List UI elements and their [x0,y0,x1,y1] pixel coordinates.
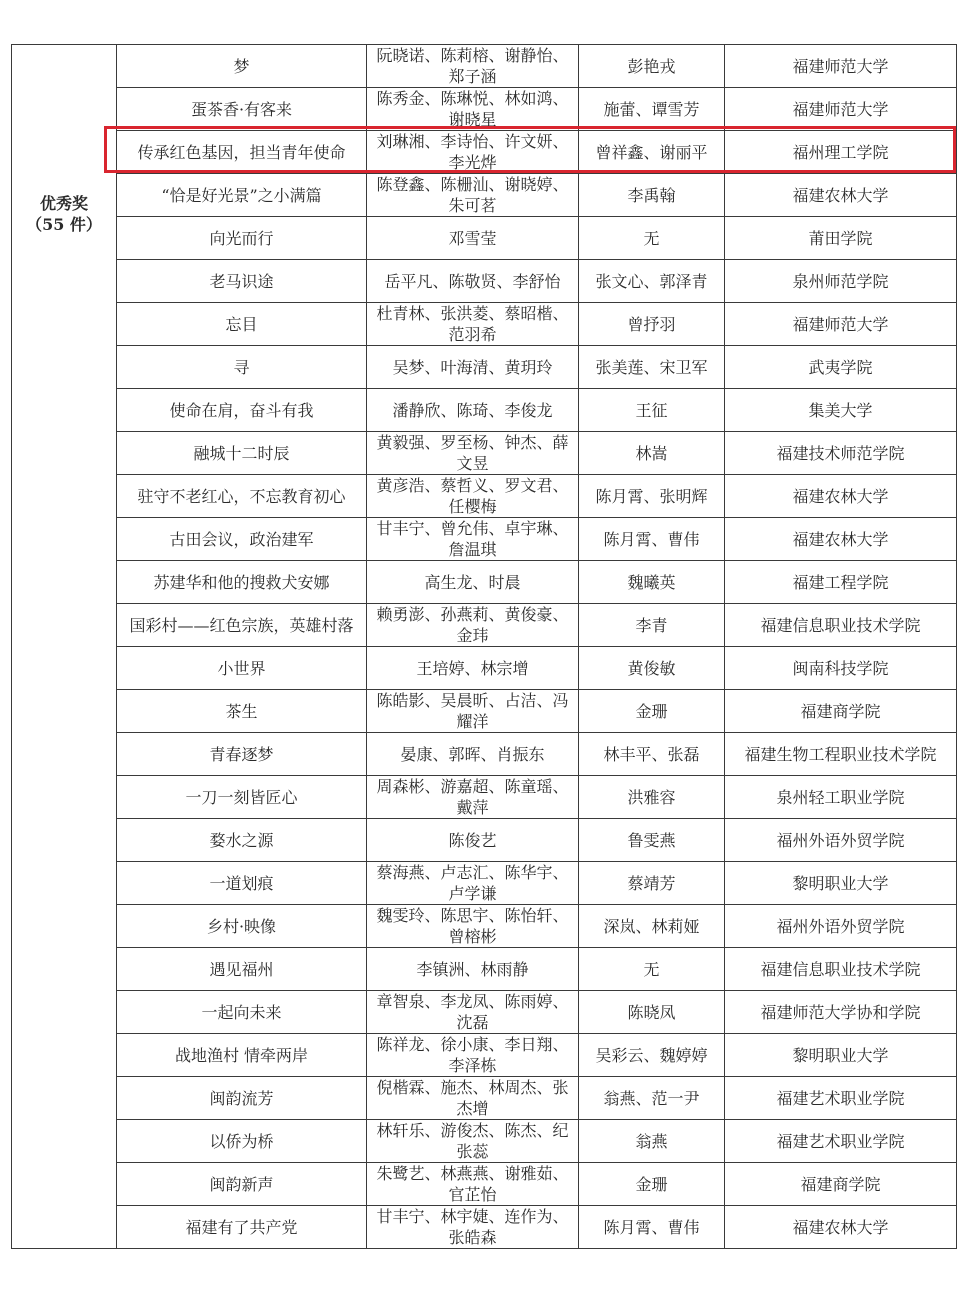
cell-title: 一道划痕 [117,862,367,905]
cell-advisors: 魏曦英 [579,561,725,604]
cell-advisors: 深岚、林莉娅 [579,905,725,948]
cell-authors: 蔡海燕、卢志汇、陈华宇、卢学谦 [367,862,579,905]
cell-school: 福建师范大学协和学院 [725,991,957,1034]
cell-title: 青春逐梦 [117,733,367,776]
table-row [12,217,957,260]
cell-title: 古田会议，政治建军 [117,518,367,561]
cell-authors: 陈俊艺 [367,819,579,862]
table-row [12,905,957,948]
cell-title: 老马识途 [117,260,367,303]
cell-school: 福州外语外贸学院 [725,819,957,862]
cell-school: 福建技术师范学院 [725,432,957,475]
cell-advisors: 蔡靖芳 [579,862,725,905]
cell-advisors: 彭艳戎 [579,45,725,88]
cell-school: 福建信息职业技术学院 [725,948,957,991]
cell-authors: 陈祥龙、徐小康、李日翔、李泽栋 [367,1034,579,1077]
cell-advisors: 陈晓凤 [579,991,725,1034]
cell-school: 福建商学院 [725,690,957,733]
table-row [12,948,957,991]
cell-authors: 陈登鑫、陈栅汕、谢晓婷、朱可茗 [367,174,579,217]
table-row [12,561,957,604]
cell-title: 梦 [117,45,367,88]
cell-title: 小世界 [117,647,367,690]
table-row [12,1206,957,1249]
cell-school: 福建师范大学 [725,303,957,346]
table-row [12,1077,957,1120]
cell-title: 国彩村——红色宗族，英雄村落 [117,604,367,647]
cell-school: 福建商学院 [725,1163,957,1206]
cell-advisors: 陈月霄、曹伟 [579,1206,725,1249]
cell-title: 寻 [117,346,367,389]
cell-advisors: 李青 [579,604,725,647]
table-row [12,776,957,819]
cell-authors: 高生龙、时晨 [367,561,579,604]
cell-advisors: 王征 [579,389,725,432]
cell-authors: 陈秀金、陈琳悦、林如鸿、谢晓星 [367,88,579,131]
cell-advisors: 曾祥鑫、谢丽平 [579,131,725,174]
cell-advisors: 林嵩 [579,432,725,475]
cell-title: 乡村·映像 [117,905,367,948]
cell-title: 一刀一刻皆匠心 [117,776,367,819]
cell-authors: 李镇洲、林雨静 [367,948,579,991]
cell-advisors: 黄俊敏 [579,647,725,690]
award-name: 优秀奖 [39,194,88,213]
table-row [12,1034,957,1077]
cell-authors: 吴梦、叶海清、黄玥玲 [367,346,579,389]
cell-title: “恰是好光景”之小满篇 [117,174,367,217]
cell-authors: 邓雪莹 [367,217,579,260]
cell-authors: 章智泉、李龙凤、陈雨婷、沈磊 [367,991,579,1034]
cell-school: 泉州轻工职业学院 [725,776,957,819]
cell-authors: 潘静欣、陈琦、李俊龙 [367,389,579,432]
cell-school: 福建农林大学 [725,1206,957,1249]
table-row [12,45,957,88]
cell-authors: 林轩乐、游俊杰、陈杰、纪张蕊 [367,1120,579,1163]
table-row [12,475,957,518]
cell-advisors: 林丰平、张磊 [579,733,725,776]
table-row [12,389,957,432]
table-row [12,131,957,174]
cell-school: 福建师范大学 [725,45,957,88]
cell-school: 闽南科技学院 [725,647,957,690]
cell-title: 战地渔村 情牵两岸 [117,1034,367,1077]
table-row [12,518,957,561]
cell-authors: 赖勇澎、孙燕莉、黄俊豪、金玮 [367,604,579,647]
cell-school: 福建农林大学 [725,174,957,217]
table-row [12,260,957,303]
table-row [12,303,957,346]
table-row [12,1163,957,1206]
table-row [12,88,957,131]
cell-authors: 阮晓诺、陈莉榕、谢静怡、郑子涵 [367,45,579,88]
cell-advisors: 金珊 [579,690,725,733]
cell-authors: 魏雯玲、陈思宇、陈怡轩、曾榕彬 [367,905,579,948]
table-row [12,174,957,217]
cell-title: 蛋茶香·有客来 [117,88,367,131]
cell-authors: 王培婷、林宗增 [367,647,579,690]
cell-authors: 刘琳湘、李诗怡、许文妍、李光烨 [367,131,579,174]
cell-school: 莆田学院 [725,217,957,260]
award-table-document [11,44,956,1249]
table-row [12,346,957,389]
cell-authors: 陈皓影、吴晨昕、占洁、冯耀洋 [367,690,579,733]
cell-advisors: 曾抒羽 [579,303,725,346]
table-row [12,991,957,1034]
award-table [11,44,957,1249]
cell-school: 集美大学 [725,389,957,432]
cell-title: 婺水之源 [117,819,367,862]
cell-title: 茶生 [117,690,367,733]
cell-advisors: 无 [579,217,725,260]
cell-advisors: 施蕾、谭雪芳 [579,88,725,131]
cell-advisors: 金珊 [579,1163,725,1206]
cell-advisors: 张美莲、宋卫军 [579,346,725,389]
table-row [12,690,957,733]
cell-school: 福建农林大学 [725,518,957,561]
cell-authors: 岳平凡、陈敬贤、李舒怡 [367,260,579,303]
cell-advisors: 鲁雯燕 [579,819,725,862]
cell-school: 福建工程学院 [725,561,957,604]
cell-title: 苏建华和他的搜救犬安娜 [117,561,367,604]
cell-title: 使命在肩，奋斗有我 [117,389,367,432]
cell-title: 闽韵流芳 [117,1077,367,1120]
cell-advisors: 张文心、郭泽青 [579,260,725,303]
cell-authors: 黄毅强、罗至杨、钟杰、薛文昱 [367,432,579,475]
table-row [12,647,957,690]
cell-advisors: 吴彩云、魏婷婷 [579,1034,725,1077]
cell-authors: 黄彦浩、蔡哲义、罗文君、任樱梅 [367,475,579,518]
award-table-body [12,45,957,1249]
cell-school: 福建农林大学 [725,475,957,518]
cell-advisors: 翁燕、范一尹 [579,1077,725,1120]
cell-title: 一起向未来 [117,991,367,1034]
cell-school: 福建师范大学 [725,88,957,131]
cell-title: 驻守不老红心，不忘教育初心 [117,475,367,518]
cell-advisors: 陈月霄、张明辉 [579,475,725,518]
cell-title: 以侨为桥 [117,1120,367,1163]
cell-authors: 杜青林、张洪菱、蔡昭楷、范羽希 [367,303,579,346]
cell-school: 福州理工学院 [725,131,957,174]
cell-advisors: 无 [579,948,725,991]
cell-title: 向光而行 [117,217,367,260]
cell-advisors: 李禹翰 [579,174,725,217]
cell-advisors: 翁燕 [579,1120,725,1163]
cell-title: 闽韵新声 [117,1163,367,1206]
cell-title: 融城十二时辰 [117,432,367,475]
cell-authors: 晏康、郭晖、肖振东 [367,733,579,776]
cell-advisors: 陈月霄、曹伟 [579,518,725,561]
cell-authors: 倪楷霖、施杰、林周杰、张杰增 [367,1077,579,1120]
cell-school: 泉州师范学院 [725,260,957,303]
cell-authors: 甘丰宁、曾允伟、卓宇琳、詹温琪 [367,518,579,561]
cell-title: 遇见福州 [117,948,367,991]
table-row [12,733,957,776]
cell-school: 黎明职业大学 [725,862,957,905]
cell-advisors: 洪雅容 [579,776,725,819]
table-row [12,819,957,862]
table-row [12,1120,957,1163]
cell-school: 武夷学院 [725,346,957,389]
cell-school: 黎明职业大学 [725,1034,957,1077]
cell-school: 福建信息职业技术学院 [725,604,957,647]
award-category-cell [12,45,117,1249]
cell-school: 福建艺术职业学院 [725,1077,957,1120]
award-count: （55 件） [26,215,102,234]
cell-school: 福建艺术职业学院 [725,1120,957,1163]
cell-title: 传承红色基因，担当青年使命 [117,131,367,174]
cell-authors: 朱鹭艺、林燕燕、谢雅茹、官芷怡 [367,1163,579,1206]
cell-authors: 甘丰宁、林宇婕、连作为、张皓森 [367,1206,579,1249]
table-row [12,604,957,647]
cell-authors: 周森彬、游嘉超、陈童瑶、戴萍 [367,776,579,819]
cell-school: 福州外语外贸学院 [725,905,957,948]
table-row [12,862,957,905]
cell-title: 福建有了共产党 [117,1206,367,1249]
table-row [12,432,957,475]
cell-title: 忘目 [117,303,367,346]
cell-school: 福建生物工程职业技术学院 [725,733,957,776]
